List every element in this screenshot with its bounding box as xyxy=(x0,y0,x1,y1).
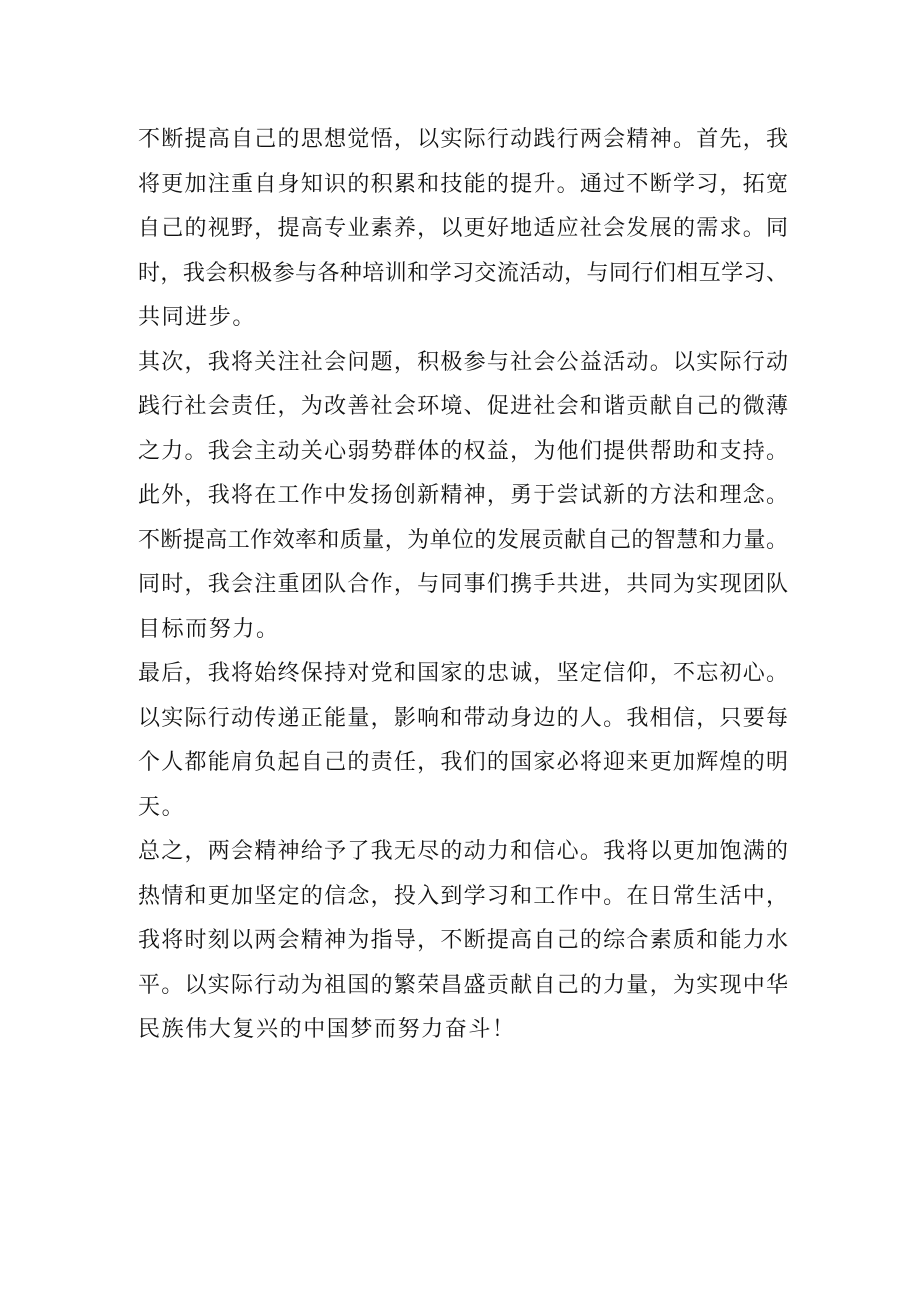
text-line: 共同进步。 xyxy=(138,305,257,330)
text-line: 不断提高自己的思想觉悟，以实际行动践行两会精神。首先，我 xyxy=(138,127,788,152)
document-body xyxy=(138,122,788,1057)
text-line: 其次，我将关注社会问题，积极参与社会公益活动。以实际行动 xyxy=(138,349,788,375)
text-line: 不断提高工作效率和质量，为单位的发展贡献自己的智慧和力量。 xyxy=(138,527,788,553)
text-line: 将更加注重自身知识的积累和技能的提升。通过不断学习，拓宽 xyxy=(138,171,788,197)
text-line: 时，我会积极参与各种培训和学习交流活动，与同行们相互学习、 xyxy=(138,260,788,286)
text-line: 热情和更加坚定的信念，投入到学习和工作中。在日常生活中， xyxy=(138,883,788,909)
text-line: 最后，我将始终保持对党和国家的忠诚，坚定信仰，不忘初心。 xyxy=(138,661,788,686)
text-line: 总之，两会精神给予了我无尽的动力和信心。我将以更加饱满的 xyxy=(138,839,788,864)
text-line: 自己的视野，提高专业素养，以更好地适应社会发展的需求。同 xyxy=(138,216,788,241)
text-line: 目标而努力。 xyxy=(138,616,280,642)
text-line: 民族伟大复兴的中国梦而努力奋斗！ xyxy=(138,1017,516,1042)
text-line: 同时，我会注重团队合作，与同事们携手共进，共同为实现团队 xyxy=(138,572,788,597)
text-line: 之力。我会主动关心弱势群体的权益，为他们提供帮助和支持。 xyxy=(138,438,788,464)
text-line: 平。以实际行动为祖国的繁荣昌盛贡献自己的力量，为实现中华 xyxy=(138,972,788,998)
text-line: 个人都能肩负起自己的责任，我们的国家必将迎来更加辉煌的明 xyxy=(138,750,788,775)
text-line: 以实际行动传递正能量，影响和带动身边的人。我相信，只要每 xyxy=(138,705,788,731)
text-line: 践行社会责任，为改善社会环境、促进社会和谐贡献自己的微薄 xyxy=(138,394,788,419)
text-line: 此外，我将在工作中发扬创新精神，勇于尝试新的方法和理念。 xyxy=(138,483,788,508)
text-line: 天。 xyxy=(138,794,186,820)
text-line: 我将时刻以两会精神为指导，不断提高自己的综合素质和能力水 xyxy=(138,928,788,953)
